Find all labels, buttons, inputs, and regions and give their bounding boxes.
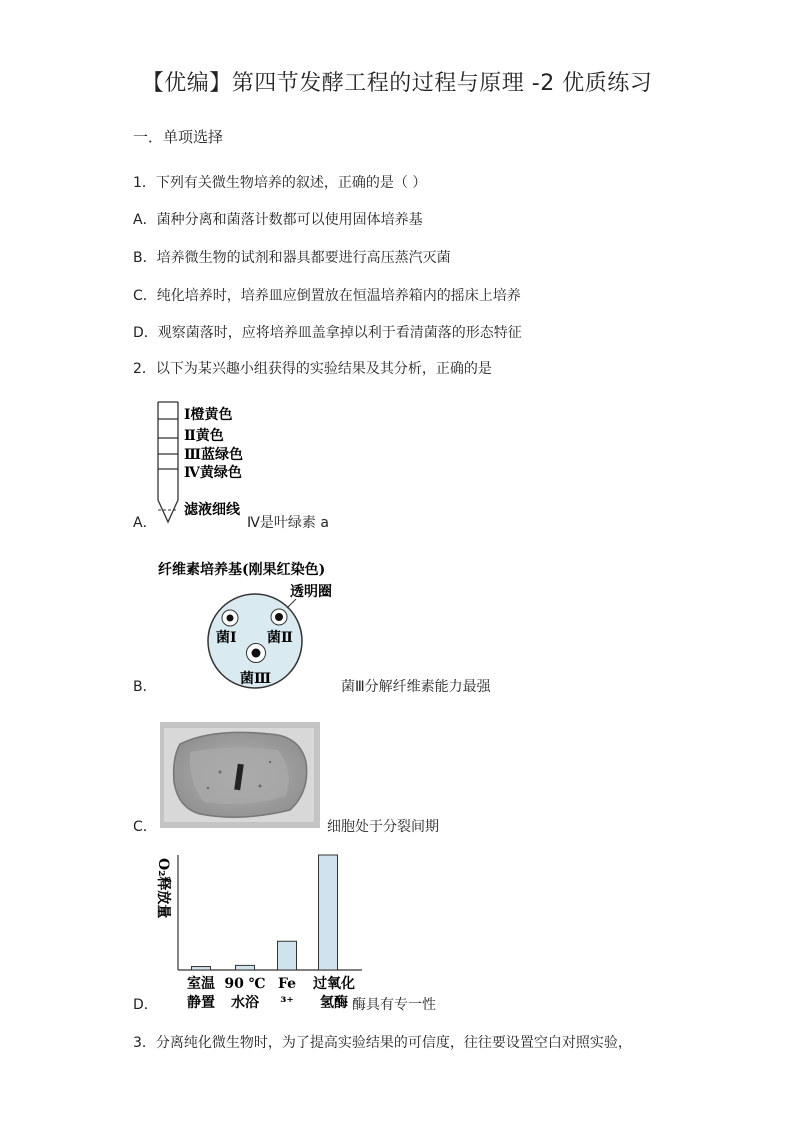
question-2-option-c-text: 细胞处于分裂间期: [327, 819, 439, 835]
band-4-label: Ⅳ黄绿色: [184, 465, 242, 481]
x-tick-label-4: 过氧化氢酶: [313, 976, 355, 1010]
bar-1: [192, 967, 211, 970]
x-tick-label-2: 90 ℃水浴: [224, 976, 266, 1010]
cell-micrograph-image: [160, 722, 320, 828]
bar-3: [278, 941, 297, 970]
colony-1: [227, 615, 234, 622]
question-1-option-b: B．培养微生物的试剂和器具都要进行高压蒸汽灭菌: [133, 250, 451, 266]
question-3-stem: 3．分离纯化微生物时，为了提高实验结果的可信度，往往要设置空白对照实验，: [133, 1035, 632, 1051]
question-2-option-d-text: 酶具有专一性: [352, 997, 436, 1013]
question-2-option-b-text: 菌Ⅲ分解纤维素能力最强: [341, 679, 491, 695]
petri-dish-figure: [150, 556, 350, 690]
question-1-option-a: A．菌种分离和菌落计数都可以使用固体培养基: [133, 212, 423, 228]
band-2-label: Ⅱ黄色: [184, 428, 224, 444]
question-1-option-d: D．观察菌落时，应将培养皿盖拿掉以利于看清菌落的形态特征: [133, 325, 522, 341]
section-heading: 一．单项选择: [133, 128, 224, 146]
bacteria-2-label: 菌Ⅱ: [267, 630, 293, 646]
bacteria-3-label: 菌Ⅲ: [240, 671, 272, 687]
question-1-stem: 1．下列有关微生物培养的叙述，正确的是（ ）: [133, 175, 427, 191]
colony-3: [252, 649, 261, 658]
dish-label: 纤维素培养基(刚果红染色): [158, 562, 326, 578]
question-2-option-c-letter: C．: [133, 819, 157, 835]
question-1-option-c: C．纯化培养时，培养皿应倒置放在恒温培养箱内的摇床上培养: [133, 288, 521, 304]
oxygen-release-bar-chart: [150, 850, 365, 1010]
filter-line-label: 滤液细线: [184, 502, 240, 518]
page-title: 【优编】第四节发酵工程的过程与原理 -2 优质练习: [141, 71, 653, 96]
chromatography-tube-figure: [150, 396, 270, 530]
question-2-option-a-letter: A．: [133, 515, 157, 531]
x-tick-label-3: Fe ³⁺: [277, 976, 297, 1010]
band-1-label: Ⅰ橙黄色: [184, 407, 233, 423]
x-tick-label-1: 室温静置: [187, 976, 215, 1010]
question-2-option-b-letter: B．: [133, 679, 157, 695]
question-2-stem: 2．以下为某兴趣小组获得的实验结果及其分析，正确的是: [133, 361, 492, 377]
halo-label: 透明圈: [290, 584, 332, 600]
bar-2: [236, 965, 255, 970]
chart-y-axis-label: O₂释放量: [155, 858, 171, 919]
band-3-label: Ⅲ蓝绿色: [184, 447, 244, 463]
bacteria-1-label: 菌Ⅰ: [216, 630, 237, 646]
colony-2: [275, 613, 283, 621]
bar-4: [319, 855, 338, 970]
question-2-option-a-text: Ⅳ是叶绿素 a: [247, 515, 329, 531]
question-2-option-d-letter: D．: [133, 997, 158, 1013]
